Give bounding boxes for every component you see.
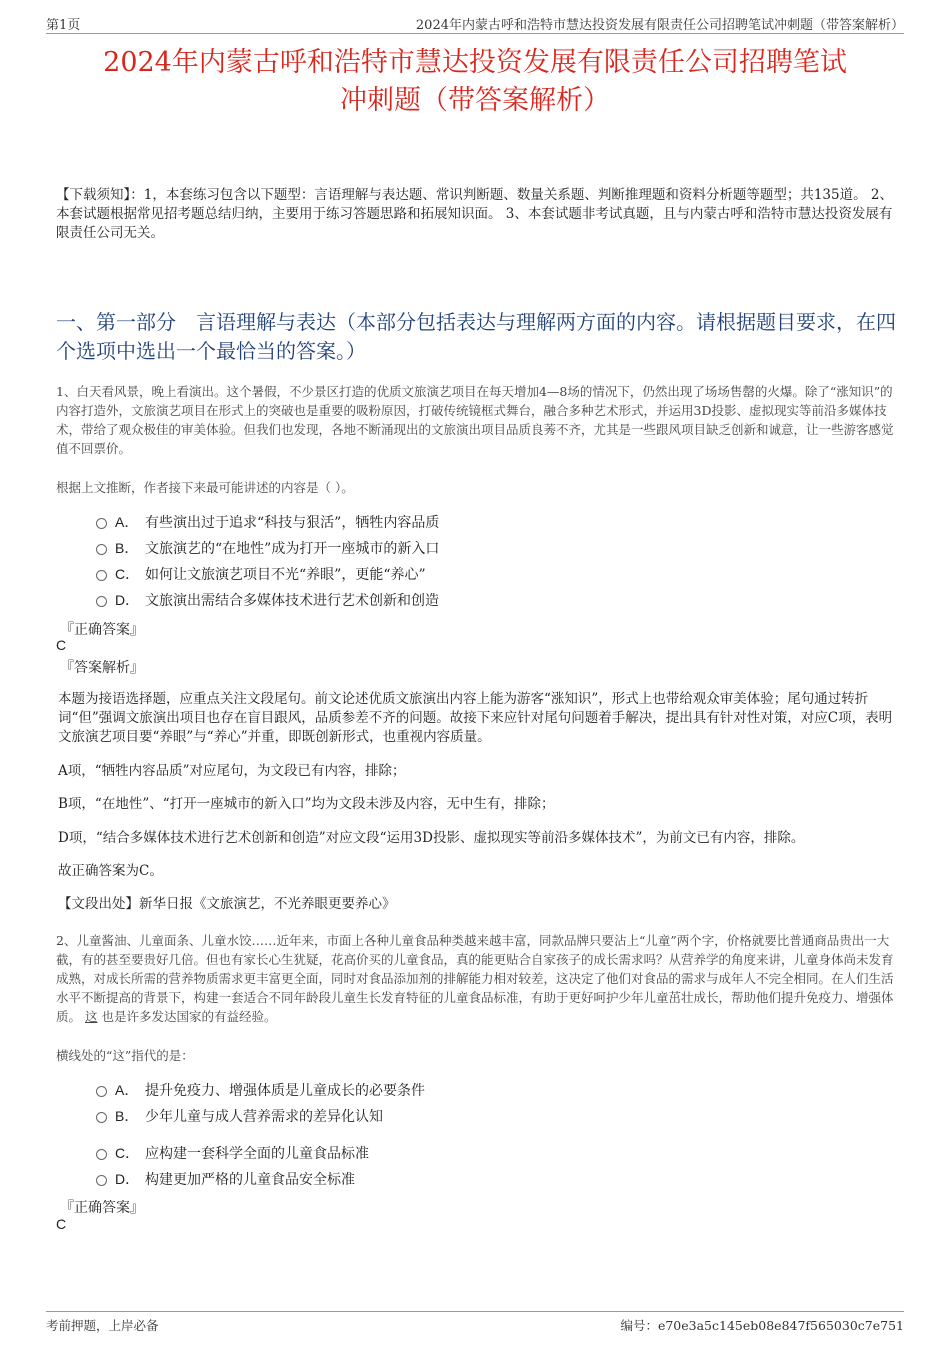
q1-option-d[interactable]	[96, 590, 439, 610]
option-letter: A．	[115, 514, 139, 530]
page-number: 第1页	[46, 18, 81, 33]
radio-icon[interactable]	[96, 1175, 107, 1186]
header-doc-title: 2024年内蒙古呼和浩特市慧达投资发展有限责任公司招聘笔试冲刺题（带答案解析）	[415, 18, 904, 33]
q1-option-b[interactable]	[96, 538, 439, 558]
title-line-1: 2024年内蒙古呼和浩特市慧达投资发展有限责任公司招聘笔试	[103, 47, 847, 78]
radio-icon[interactable]	[96, 1112, 107, 1123]
question-1-stem: 1、白天看风景，晚上看演出。这个暑假，不少景区打造的优质文旅演艺项目在每天增加4—8场的情况下，仍然出现了场场售罄的火爆。除了“涨知识”的内容打造外，文旅演艺项目在形式上的突破也是重要的吸粉原因，打破传统镜框式舞台，融合多种艺术形式，并运用3D投影、虚拟现实等前沿多媒体技术，带给了观众极佳的审美体验。但我们也发现，各地不断涌现出的文旅演出项目品质良莠不齐，尤其是一些跟风项目缺乏创新和诚意，让一些游客感觉值不回票价。	[56, 384, 894, 456]
radio-icon[interactable]	[96, 1086, 107, 1097]
analysis-paragraph: 本题为接语选择题，应重点关注文段尾句。前文论述优质文旅演出内容上能为游客“涨知识”，形式上也带给观众审美体验；尾句通过转折词“但”强调文旅演出项目也存在盲目跟风，品质参差不齐的问题。故接下来应针对尾句问题着手解决，提出具有针对性对策，对应C项，表明文旅演艺项目要“养眼”与“养心”并重，即既创新形式，也重视内容质量。	[58, 691, 893, 745]
analysis-label: 『答案解析』	[60, 660, 144, 676]
document-title	[46, 44, 904, 120]
header-divider	[46, 33, 904, 34]
question-2-stem-text: 2、儿童酱油、儿童面条、儿童水饺……近年来，市面上各种儿童食品种类越来越丰富，同款品牌只要沾上“儿童”两个字，价格就要比普通商品贵出一大截，有的甚至要贵好几倍。但也有家长心生犹疑，花高价买的儿童食品，真的能更贴合自家孩子的成长需求吗？从营养学的角度来讲，儿童身体尚未发育成熟，对成长所需的营养物质需求更丰富更全面，同时对食品添加剂的排解能力相对较差，这决定了他们对食品的需求与成年人不完全相同。在人们生活水平不断提高的背景下，构建一套适合不同年龄段儿童生长发育特征的儿童食品标准，有助于更好呵护少年儿童茁壮成长，帮助他们提升免疫力、增强体质。	[56, 933, 894, 1024]
correct-answer-value: C	[56, 1216, 67, 1232]
q2-option-b[interactable]	[96, 1106, 383, 1126]
correct-answer-label: 『正确答案』	[60, 1200, 144, 1216]
correct-answer-label: 『正确答案』	[60, 622, 144, 638]
option-letter: A．	[115, 1082, 139, 1098]
option-letter: C．	[115, 1145, 140, 1161]
q1-option-c[interactable]	[96, 564, 426, 584]
radio-icon[interactable]	[96, 518, 107, 529]
q2-option-c[interactable]	[96, 1143, 369, 1163]
option-text: 构建更加严格的儿童食品安全标准	[145, 1172, 355, 1188]
question-2-stem	[56, 931, 900, 1026]
option-letter: B．	[115, 540, 139, 556]
question-1-prompt: 根据上文推断，作者接下来最可能讲述的内容是（ ）。	[56, 480, 354, 495]
radio-icon[interactable]	[96, 596, 107, 607]
option-letter: D．	[115, 1171, 140, 1187]
analysis-option-b: B项，“在地性”、“打开一座城市的新入口”均为文段未涉及内容，无中生有，排除；	[58, 796, 555, 812]
radio-icon[interactable]	[96, 1149, 107, 1160]
q1-option-a[interactable]	[96, 512, 439, 532]
download-notice: 【下载须知】：1，本套练习包含以下题型：言语理解与表达题、常识判断题、数量关系题、判断推理题和资料分析题等题型；共135道。 2、本套试题根据常见招考题总结归纳，主要用于练习答题思路和拓展知识面。 3、本套试题非考试真题，且与内蒙古呼和浩特市慧达投资发展有限责任公司无关。	[56, 187, 893, 241]
question-2-stem-tail: 也是许多发达国家的有益经验。	[101, 1009, 277, 1024]
option-text: 如何让文旅演艺项目不光“养眼”，更能“养心”	[145, 567, 426, 583]
option-text: 有些演出过于追求“科技与狠活”，牺牲内容品质	[145, 515, 440, 531]
title-line-2: 冲刺题（带答案解析）	[340, 85, 610, 116]
option-letter: B．	[115, 1108, 139, 1124]
option-text: 少年儿童与成人营养需求的差异化认知	[145, 1109, 383, 1125]
radio-icon[interactable]	[96, 570, 107, 581]
radio-icon[interactable]	[96, 544, 107, 555]
analysis-option-a: A项，“牺牲内容品质”对应尾句，为文段已有内容，排除；	[58, 763, 406, 779]
footer-slogan: 考前押题，上岸必备	[46, 1318, 159, 1333]
underlined-word: 这	[85, 1009, 98, 1024]
footer-serial: 编号：e70e3a5c145eb08e847f565030c7e751	[620, 1318, 904, 1333]
option-text: 应构建一套科学全面的儿童食品标准	[145, 1146, 369, 1162]
option-text: 提升免疫力、增强体质是儿童成长的必要条件	[145, 1083, 425, 1099]
option-letter: D．	[115, 592, 140, 608]
option-text: 文旅演艺的“在地性”成为打开一座城市的新入口	[145, 541, 440, 557]
question-2-prompt: 横线处的“这”指代的是：	[56, 1048, 194, 1063]
correct-answer-value: C	[56, 637, 67, 653]
q2-option-d[interactable]	[96, 1169, 355, 1189]
analysis-option-d: D项，“结合多媒体技术进行艺术创新和创造”对应文段“运用3D投影、虚拟现实等前沿多媒体技术”，为前文已有内容，排除。	[58, 830, 805, 846]
option-letter: C．	[115, 566, 140, 582]
source-note: 【文段出处】新华日报《文旅演艺，不光养眼更要养心》	[58, 896, 396, 912]
footer-divider	[46, 1311, 904, 1312]
q2-option-a[interactable]	[96, 1080, 425, 1100]
option-text: 文旅演出需结合多媒体技术进行艺术创新和创造	[145, 593, 439, 609]
section-heading: 一、第一部分 言语理解与表达（本部分包括表达与理解两方面的内容。请根据题目要求，在四个选项中选出一个最恰当的答案。）	[56, 310, 896, 363]
analysis-conclusion: 故正确答案为C。	[58, 863, 163, 879]
